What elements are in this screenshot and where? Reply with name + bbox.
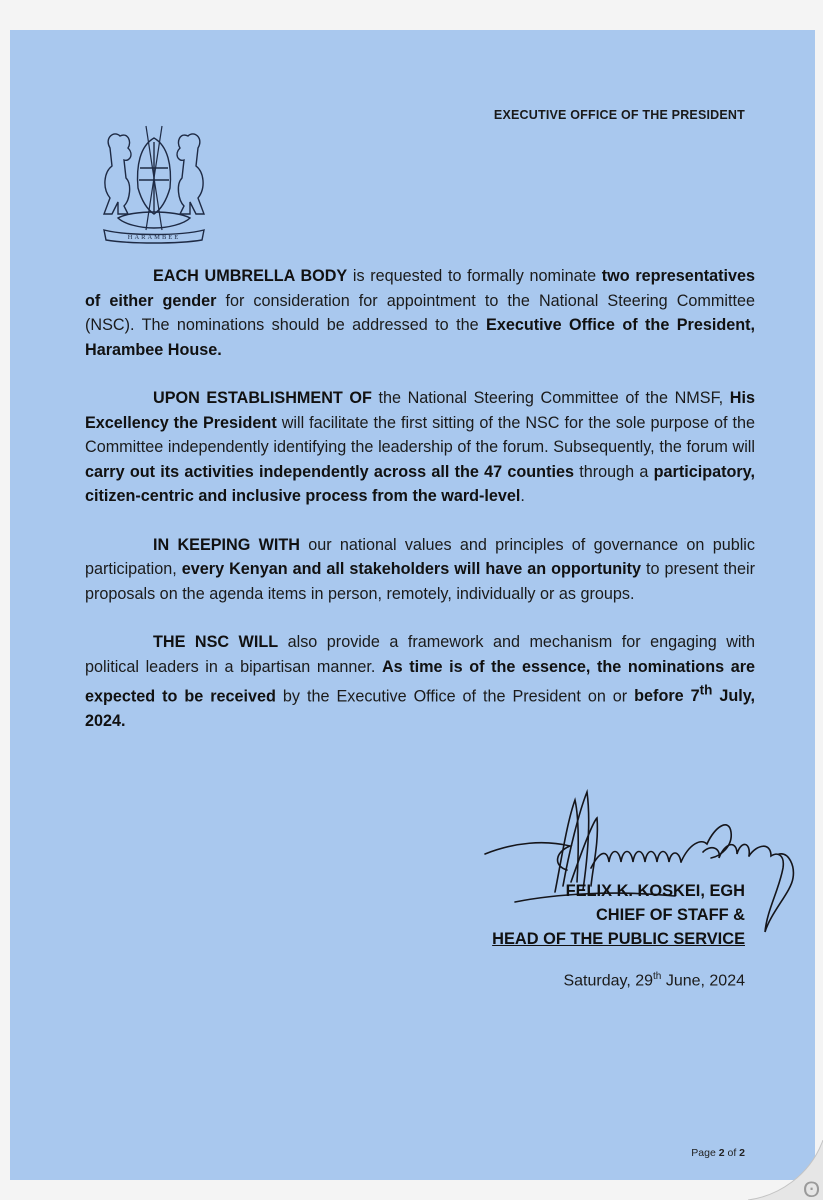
office-heading: EXECUTIVE OFFICE OF THE PRESIDENT [493,108,745,122]
paragraph-1-text-2: for consideration for appointment to the National Steering Committee (NSC). The nominations should be addressed to the [85,291,755,334]
paragraph-1 [85,264,755,362]
paragraph-4-lead: THE NSC WILL [153,633,279,651]
paragraph-1-lead: EACH UMBRELLA BODY [153,267,348,285]
page-number [691,1147,745,1159]
paragraph-2-emphasis-2: carry out its activities independently across all the 47 counties [85,462,574,481]
paragraph-1-text: is requested to formally nominate [347,267,602,285]
paragraph-2 [85,386,755,509]
paragraph-3-emphasis: every Kenyan and all stakeholders will have an opportunity [181,560,642,578]
paragraph-3-text: our national values and principles of governance on public participation, [85,535,755,578]
letter-date [563,971,745,990]
paragraph-2-lead: UPON ESTABLISHMENT OF [153,389,372,407]
page-current: 2 [718,1147,725,1159]
date-ordinal: th [653,971,662,982]
signatory-title-2: HEAD OF THE PUBLIC SERVICE [492,930,745,948]
paragraph-1-emphasis-2: Executive Office of the President, Harambee House. [85,316,756,359]
paragraph-1-emphasis: two representatives of either gender [85,267,755,310]
page-label: Page [691,1147,719,1159]
signatory-title: CHIEF OF STAFF & [595,906,745,924]
paragraph-4-text-2: by the Executive Office of the President on or [275,687,635,706]
paragraph-2-emphasis-3: participatory, citizen-centric and inclusive process from the ward-level [85,462,755,505]
paragraph-2-text-3: through a [573,462,654,481]
deadline-day: before 7 [634,687,700,706]
paragraph-4 [85,630,755,733]
svg-text:ʘ: ʘ [803,1177,821,1200]
paragraph-2-text-4: . [520,487,525,505]
coat-of-arms-icon [88,118,220,246]
page-total: 2 [739,1147,745,1159]
deadline-ordinal: th [699,683,713,698]
paragraph-4-text: also provide a framework and mechanism for engaging with political leaders in a bipartisan manner. [85,633,755,676]
paragraph-3-text-2: to present their proposals on the agenda items in person, remotely, individually or as groups. [85,560,756,603]
signoff-block [492,879,745,951]
paragraph-3 [85,533,755,607]
paragraph-2-text: the National Steering Committee of the NMSF, [371,389,730,407]
page-of: of [724,1147,740,1159]
signatory-name: FELIX K. KOSKEI, EGH [565,882,745,900]
letter-page [10,30,815,1180]
seal-motto-text: HARAMBEE [127,234,181,241]
date-day: Saturday, 29 [563,972,654,990]
paragraph-2-emphasis: His Excellency the President [85,389,755,432]
letter-body [85,264,755,757]
paragraph-3-lead: IN KEEPING WITH [153,535,300,554]
paragraph-2-text-2: will facilitate the first sitting of the NSC for the sole purpose of the Committee independently identifying the leadership of the forum. Subsequently, the forum will [85,413,755,456]
page-curl-icon [748,1140,823,1200]
date-month-year: June, 2024 [661,972,745,990]
deadline-month-year: July, 2024. [85,687,756,730]
paragraph-4-emphasis: As time is of the essence, the nominations are expected to be received [85,657,755,706]
